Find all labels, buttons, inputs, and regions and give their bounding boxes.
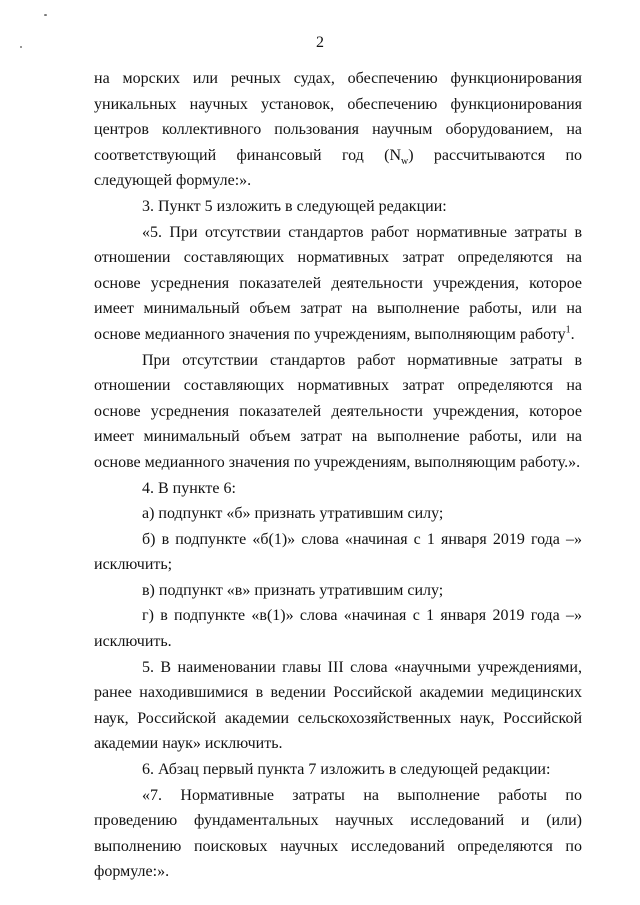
- footnote-ref: 1: [565, 324, 571, 336]
- document-body: [94, 66, 582, 885]
- paragraph-quote-5: «5. При отсутствии стандартов работ нормативные затраты в отношении составляющих нормативных затрат определяются на основе усреднения показателей деятельности учреждения, которое имеет минимальный объем затрат на выполнение работы, или на основе медианного значения по учреждениям, выполняющим работу$^1$.: [94, 223, 582, 343]
- subscript-w: w: [401, 155, 409, 167]
- subitem-g: г) в подпункте «в(1)» слова «начиная с 1 января 2019 года –» исключить.: [94, 607, 582, 651]
- subitem-b: б) в подпункте «б(1)» слова «начиная с 1 января 2019 года –» исключить;: [94, 530, 582, 574]
- subitem-v: в) подпункт «в» признать утратившим силу;: [142, 581, 444, 599]
- paragraph-item-5: 5. В наименовании главы III слова «научными учреждениями, ранее находившимися в ведении Российской академии медицинских наук, Российской академии сельскохозяйственных наук, Российской академии наук» исключить.: [94, 658, 582, 753]
- scan-speck: [20, 46, 22, 48]
- paragraph-item-3: 3. Пункт 5 изложить в следующей редакции:: [142, 197, 447, 215]
- scan-speck: [44, 14, 47, 16]
- paragraph-item-6: 6. Абзац первый пункта 7 изложить в следующей редакции:: [142, 761, 551, 779]
- paragraph-quote-7: «7. Нормативные затраты на выполнение работы по проведению фундаментальных научных исследований и (или) выполнению поисковых научных исследований определяются по формуле:».: [94, 786, 582, 881]
- page-number: 2: [316, 34, 324, 51]
- paragraph-continuation: на морских или речных судах, обеспечению функционирования уникальных научных установок, обеспечению функционирования центров коллективного пользования научным оборудованием, на соответствующий финансовый год $(N_w)$ рассчитываются по следующей формуле:».: [94, 70, 582, 190]
- paragraph-quote-5-cont: При отсутствии стандартов работ нормативные затраты в отношении составляющих нормативных затрат определяются на основе усреднения показателей деятельности учреждения, которое имеет минимальный объем затрат на выполнение работы, или на основе медианного значения по учреждениям, выполняющим работу.».: [94, 351, 582, 471]
- subitem-a: а) подпункт «б» признать утратившим силу;: [142, 505, 444, 523]
- paragraph-item-4: 4. В пункте 6:: [142, 479, 236, 497]
